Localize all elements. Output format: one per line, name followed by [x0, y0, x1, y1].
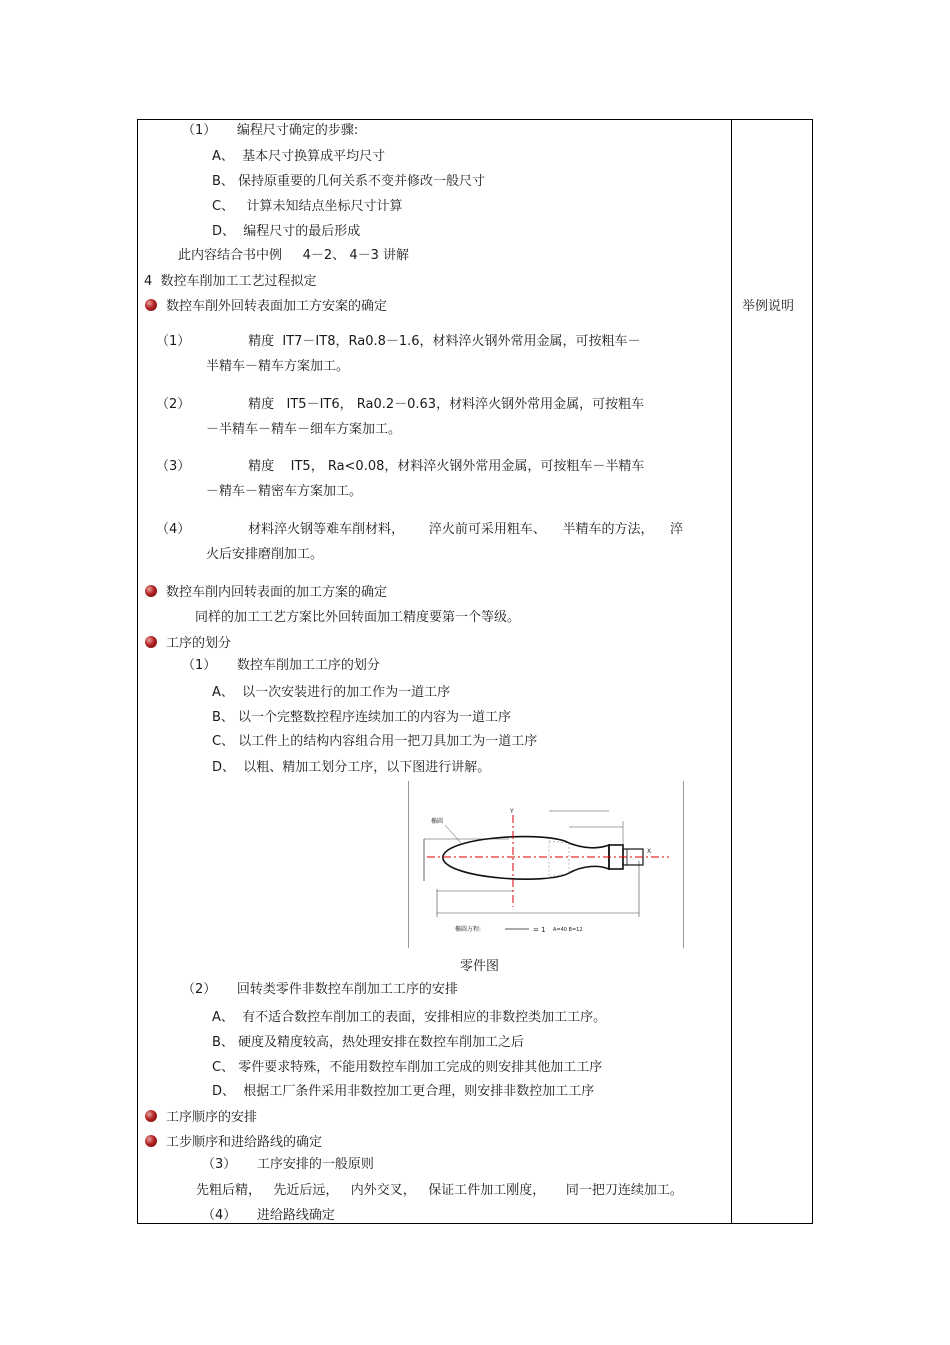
- part-drawing-svg: [409, 781, 683, 948]
- text-line: （1） 数控车削加工工序的划分: [182, 658, 380, 673]
- text-line: －精车－精密车方案加工。: [206, 484, 363, 499]
- figure-caption: 零件图: [460, 959, 500, 974]
- part-drawing: [408, 781, 684, 948]
- text-line: （3） 工序安排的一般原则: [202, 1157, 374, 1172]
- text-line: 此内容结合书中例 4－2、 4－3 讲解: [178, 248, 410, 263]
- text-line: C、 以工件上的结构内容组合用一把刀具加工为一道工序: [212, 734, 538, 749]
- ellipse-outline: [443, 837, 609, 880]
- text-line: A、 基本尺寸换算成平均尺寸: [212, 149, 386, 164]
- section-heading: 4 数控车削加工工艺过程拟定: [144, 274, 317, 289]
- text-line: （1） 编程尺寸确定的步骤:: [182, 123, 359, 138]
- bullet-icon: [145, 1135, 157, 1147]
- text-line: 火后安排磨削加工。: [206, 547, 324, 562]
- text-line: （1） 精度 IT7－IT8，Ra0.8－1.6，材料淬火钢外常用金属，可按粗车－: [156, 334, 641, 349]
- text-line: D、 以粗、精加工划分工序，以下图进行讲解。: [212, 760, 491, 775]
- text-line: （2） 精度 IT5－IT6， Ra0.2－0.63，材料淬火钢外常用金属，可按粗车: [156, 397, 645, 412]
- equation-rhs: = 1: [533, 926, 546, 934]
- bullet-icon: [145, 1110, 157, 1122]
- text-line: （4） 进给路线确定: [202, 1208, 335, 1223]
- text-line: （2） 回转类零件非数控车削加工工序的安排: [182, 982, 458, 997]
- text-line: （4） 材料淬火钢等难车削材料， 淬火前可采用粗车、 半精车的方法， 淬: [156, 522, 683, 537]
- text-line: 半精车－精车方案加工。: [206, 359, 350, 374]
- text-line: C、 零件要求特殊，不能用数控车削加工完成的则安排其他加工工序: [212, 1060, 603, 1075]
- bullet-icon: [145, 585, 157, 597]
- bullet-icon: [145, 636, 157, 648]
- bullet-heading: 数控车削外回转表面加工方安案的确定: [166, 299, 388, 314]
- column-divider: [731, 120, 732, 1223]
- text-line: A、 以一次安装进行的加工作为一道工序: [212, 685, 451, 700]
- text-line: B、 硬度及精度较高，热处理安排在数控车削加工之后: [212, 1035, 525, 1050]
- ellipse-label: 椭圆: [431, 818, 444, 825]
- text-line: －半精车－精车－细车方案加工。: [206, 422, 402, 437]
- text-line: D、 编程尺寸的最后形成: [212, 224, 361, 239]
- text-line: 先粗后精， 先近后远， 内外交叉， 保证工件加工刚度， 同一把刀连续加工。: [196, 1183, 683, 1198]
- bullet-icon: [145, 299, 157, 311]
- bullet-heading: 工序顺序的安排: [166, 1110, 258, 1125]
- content-table: [137, 119, 813, 1224]
- bullet-heading: 工步顺序和进给路线的确定: [166, 1135, 323, 1150]
- bullet-heading: 工序的划分: [166, 636, 232, 651]
- text-line: （3） 精度 IT5， Ra<0.08，材料淬火钢外常用金属，可按粗车－半精车: [156, 459, 645, 474]
- axis-y-label: Y: [510, 808, 514, 815]
- text-line: B、 保持原重要的几何关系不变并修改一般尺寸: [212, 174, 486, 189]
- text-line: A、 有不适合数控车削加工的表面，安排相应的非数控类加工工序。: [212, 1010, 607, 1025]
- text-line: B、 以一个完整数控程序连续加工的内容为一道工序: [212, 710, 512, 725]
- text-line: 同样的加工工艺方案比外回转面加工精度要第一个等级。: [195, 610, 521, 625]
- axis-x-label: X: [647, 848, 652, 855]
- bullet-heading: 数控车削内回转表面的加工方案的确定: [166, 585, 388, 600]
- text-line: C、 计算未知结点坐标尺寸计算: [212, 199, 403, 214]
- text-line: D、 根据工厂条件采用非数控加工更合理，则安排非数控加工工序: [212, 1084, 595, 1099]
- equation-params: A=40 B=12: [553, 927, 583, 933]
- ellipse-equation-label: 椭圆方程:: [455, 926, 482, 933]
- side-note: 举例说明: [742, 299, 795, 314]
